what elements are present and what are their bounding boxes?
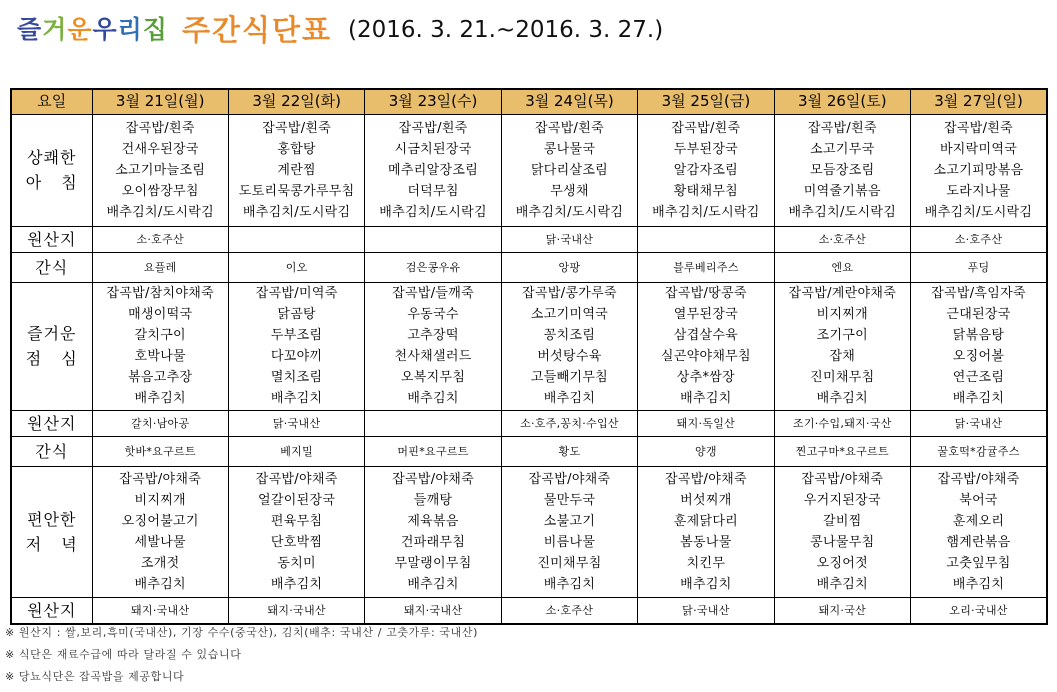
menu-item: 잡곡밥/야채죽 <box>392 471 474 487</box>
menu-item: 시금치된장국 <box>394 141 472 157</box>
menu-item: 소고기미역국 <box>530 307 609 322</box>
menu-item: 열무된장국 <box>673 307 739 322</box>
morning-snack-cell-thu: 앙팡 <box>501 252 637 282</box>
breakfast-origin-cell-fri <box>638 226 774 252</box>
menu-item: 닭다리살조림 <box>530 162 609 178</box>
lunch-origin-cell-mon: 갈치·남아공 <box>92 410 228 436</box>
menu-item: 홍합탕 <box>277 141 316 157</box>
menu-item: 콩나물국 <box>543 141 596 157</box>
menu-item: 치킨무 <box>686 555 726 571</box>
menu-item: 배추김치/도시락김 <box>242 204 351 220</box>
menu-item: 잡곡밥/흰죽 <box>944 120 1013 136</box>
breakfast-row <box>11 114 1047 226</box>
lunch-label <box>11 282 92 410</box>
afternoon-snack-cell-wed: 머핀*요구르트 <box>365 436 501 466</box>
menu-item: 소고기마늘조림 <box>115 162 206 178</box>
row-label-line: 상쾌한 <box>27 148 77 167</box>
menu-item: 잡곡밥/야채죽 <box>801 471 884 487</box>
row-label-line: 아 침 <box>25 173 78 192</box>
lunch-origin-cell-thu: 소·호주,꽁치·수입산 <box>501 410 637 436</box>
row-label-line: 편안한 <box>27 509 77 529</box>
morning-snack-cell-wed: 검은콩우유 <box>365 252 501 282</box>
row-label-line: 원산지 <box>27 229 77 249</box>
menu-item: 계란찜 <box>277 162 316 178</box>
dinner-label <box>11 466 92 597</box>
menu-item: 오징어젓 <box>816 555 869 571</box>
menu-item: 소고기피망볶음 <box>933 162 1024 178</box>
afternoon-snack-label <box>11 436 92 466</box>
menu-item: 무말랭이무침 <box>394 555 472 571</box>
dinner-origin-cell-sun: 오리·국내산 <box>911 597 1047 624</box>
dinner-cell-tue <box>228 466 364 597</box>
dinner-origin-cell-mon: 돼지·국내산 <box>92 597 228 624</box>
lunch-row <box>11 282 1047 410</box>
row-label-line: 원산지 <box>27 413 77 433</box>
dinner-cell-sat <box>774 466 910 597</box>
menu-item: 진미채무침 <box>810 370 875 385</box>
date-range: (2016. 3. 21.~2016. 3. 27.) <box>348 17 664 43</box>
note-origin: ※ 원산지 : 쌀,보리,흑미(국내산), 기장 수수(중국산), 김치(배추: 국내산 / 고춧가루: 국내산) <box>5 626 478 639</box>
lunch-origin-cell-tue: 닭·국내산 <box>228 410 364 436</box>
lunch-origin-cell-wed <box>365 410 501 436</box>
menu-item: 북어국 <box>959 492 998 508</box>
day-header-tue: 3월 22일(화) <box>228 89 364 114</box>
day-header-sun: 3월 27일(일) <box>911 89 1047 114</box>
menu-item: 배추김치 <box>680 391 732 406</box>
breakfast-cell-thu <box>501 114 637 226</box>
breakfast-label <box>11 114 92 226</box>
row-label-line: 원산지 <box>27 600 77 620</box>
menu-item: 황태채무침 <box>673 183 739 199</box>
day-header-row <box>11 89 1047 114</box>
menu-item: 잡곡밥/흰죽 <box>398 120 468 136</box>
menu-item: 잡곡밥/땅콩죽 <box>664 286 747 301</box>
menu-item: 배추김치 <box>270 576 323 592</box>
menu-item: 고들빼기무침 <box>530 370 609 385</box>
breakfast-cell-sun <box>911 114 1047 226</box>
menu-item: 잡곡밥/흰죽 <box>807 120 877 136</box>
lunch-cell-thu <box>501 282 637 410</box>
menu-item: 건파래무침 <box>400 534 466 550</box>
lunch-cell-wed <box>365 282 501 410</box>
dinner-cell-sun <box>911 466 1047 597</box>
dinner-origin-cell-wed: 돼지·국내산 <box>365 597 501 624</box>
menu-item: 미역줄기볶음 <box>803 183 881 199</box>
lunch-origin-label <box>11 410 92 436</box>
menu-item: 비지찌개 <box>134 492 186 508</box>
menu-item: 배추김치 <box>816 391 869 406</box>
menu-item: 잡곡밥/계란야채죽 <box>788 286 897 301</box>
breakfast-origin-cell-sun: 소·호주산 <box>911 226 1047 252</box>
menu-item: 잡곡밥/콩가루죽 <box>522 286 617 301</box>
weekly-menu-table <box>10 88 1048 625</box>
menu-item: 배추김치/도시락김 <box>106 204 214 220</box>
menu-item: 도토리묵콩가루무침 <box>238 183 355 199</box>
lunch-cell-sun <box>911 282 1047 410</box>
menu-item: 잡곡밥/흑임자죽 <box>931 286 1026 301</box>
menu-item: 오징어볼 <box>952 349 1005 364</box>
menu-item: 콩나물무침 <box>810 534 875 550</box>
table-head <box>11 89 1047 114</box>
dinner-origin-label <box>11 597 92 624</box>
menu-item: 닭곰탕 <box>277 307 316 322</box>
morning-snack-cell-mon: 요플레 <box>92 252 228 282</box>
menu-item: 삼겹살수육 <box>673 328 739 343</box>
menu-item: 잡곡밥/흰죽 <box>262 120 332 136</box>
morning-snack-row <box>11 252 1047 282</box>
menu-item: 잡곡밥/야채죽 <box>255 471 338 487</box>
breakfast-origin-cell-tue <box>228 226 364 252</box>
menu-item: 천사채샐러드 <box>394 349 472 364</box>
menu-item: 물만두국 <box>543 492 596 508</box>
dinner-cell-mon <box>92 466 228 597</box>
logo <box>17 10 168 50</box>
menu-item: 얼갈이된장국 <box>258 492 336 508</box>
morning-snack-cell-sat: 엔요 <box>774 252 910 282</box>
menu-item: 비지찌개 <box>816 307 869 322</box>
menu-item: 호박나물 <box>134 349 186 364</box>
menu-item: 배추김치 <box>816 576 869 592</box>
menu-item: 배추김치 <box>407 576 459 592</box>
row-label-line: 간식 <box>35 257 69 277</box>
footnotes <box>5 622 478 688</box>
menu-item: 단호박찜 <box>270 534 323 550</box>
menu-item: 배추김치 <box>270 391 323 406</box>
menu-item: 오이쌈장무침 <box>121 183 199 199</box>
menu-table-body <box>11 114 1047 624</box>
note-diabetic-menu: ※ 당뇨식단은 잡곡밥을 제공합니다 <box>5 670 185 683</box>
breakfast-origin-cell-mon: 소·호주산 <box>92 226 228 252</box>
menu-item: 배추김치 <box>680 576 732 592</box>
menu-item: 훈제닭다리 <box>673 513 739 529</box>
menu-item: 메추리알장조림 <box>388 162 479 178</box>
menu-item: 고춧잎무침 <box>946 555 1011 571</box>
menu-item: 근대된장국 <box>946 307 1011 322</box>
menu-item: 배추김치 <box>134 391 186 406</box>
day-header-fri: 3월 25일(금) <box>638 89 774 114</box>
logo-letter: 우 <box>92 15 118 44</box>
menu-item: 볶음고추장 <box>128 370 193 385</box>
menu-item: 우동국수 <box>407 307 459 322</box>
menu-item: 배추김치 <box>952 391 1005 406</box>
menu-item: 더덕무침 <box>407 183 459 199</box>
lunch-origin-cell-sat: 조기·수입,돼지·국산 <box>774 410 910 436</box>
row-label-line: 점 심 <box>25 349 78 368</box>
morning-snack-label <box>11 252 92 282</box>
menu-item: 제육볶음 <box>407 513 459 529</box>
menu-item: 배추김치/도시락김 <box>788 204 897 220</box>
menu-item: 갈치구이 <box>134 328 186 343</box>
logo-letter: 즐 <box>17 15 43 44</box>
lunch-cell-sat <box>774 282 910 410</box>
menu-item: 오복지무침 <box>400 370 466 385</box>
dinner-row <box>11 466 1047 597</box>
menu-item: 조기구이 <box>816 328 869 343</box>
menu-item: 잡곡밥/야채죽 <box>119 471 202 487</box>
logo-letter: 운 <box>67 15 93 44</box>
logo-letter: 거 <box>42 15 68 44</box>
menu-item: 버섯탕수육 <box>537 349 602 364</box>
menu-item: 배추김치/도시락김 <box>515 204 624 220</box>
menu-item: 잡곡밥/참치야채죽 <box>106 286 214 301</box>
menu-item: 진미채무침 <box>537 555 602 571</box>
lunch-cell-tue <box>228 282 364 410</box>
lunch-cell-mon <box>92 282 228 410</box>
day-header-wed: 3월 23일(수) <box>365 89 501 114</box>
menu-item: 훈제오리 <box>952 513 1005 529</box>
morning-snack-cell-sun: 푸딩 <box>911 252 1047 282</box>
dinner-origin-row <box>11 597 1047 624</box>
menu-item: 오징어불고기 <box>121 513 199 529</box>
dinner-cell-thu <box>501 466 637 597</box>
menu-item: 다꼬야끼 <box>270 349 323 364</box>
breakfast-cell-tue <box>228 114 364 226</box>
menu-item: 고추장떡 <box>407 328 459 343</box>
menu-item: 들깨탕 <box>413 492 453 508</box>
day-header-mon: 3월 21일(월) <box>92 89 228 114</box>
menu-item: 도라지나물 <box>946 183 1011 199</box>
menu-item: 매생이떡국 <box>128 307 193 322</box>
menu-item: 조개젓 <box>140 555 180 571</box>
menu-item: 멸치조림 <box>270 370 323 385</box>
note-menu-change: ※ 식단은 재료수급에 따라 달라질 수 있습니다 <box>5 648 242 661</box>
breakfast-cell-fri <box>638 114 774 226</box>
breakfast-origin-cell-thu: 닭·국내산 <box>501 226 637 252</box>
row-label-line: 저 녁 <box>25 534 78 554</box>
menu-item: 상추*쌈장 <box>676 370 736 385</box>
afternoon-snack-cell-sun: 꿀호떡*감귤주스 <box>911 436 1047 466</box>
afternoon-snack-cell-mon: 핫바*요구르트 <box>92 436 228 466</box>
page-header <box>17 10 663 50</box>
menu-item: 우거지된장국 <box>803 492 881 508</box>
menu-item: 닭볶음탕 <box>952 328 1005 343</box>
menu-item: 배추김치 <box>543 391 596 406</box>
dinner-origin-cell-sat: 돼지·국산 <box>774 597 910 624</box>
breakfast-origin-row <box>11 226 1047 252</box>
day-header-thu: 3월 24일(목) <box>501 89 637 114</box>
menu-item: 배추김치 <box>407 391 459 406</box>
afternoon-snack-cell-sat: 찐고구마*요구르트 <box>774 436 910 466</box>
afternoon-snack-cell-thu: 황도 <box>501 436 637 466</box>
menu-item: 소고기무국 <box>810 141 875 157</box>
menu-item: 비름나물 <box>543 534 596 550</box>
lunch-origin-row <box>11 410 1047 436</box>
menu-item: 실곤약야채무침 <box>660 349 751 364</box>
day-column-header: 요일 <box>11 89 92 114</box>
logo-letter: 리 <box>117 15 143 44</box>
menu-item: 배추김치 <box>543 576 596 592</box>
menu-item: 잡곡밥/야채죽 <box>528 471 611 487</box>
menu-item: 알감자조림 <box>673 162 739 178</box>
menu-item: 봄동나물 <box>680 534 732 550</box>
menu-item: 배추김치/도시락김 <box>652 204 760 220</box>
lunch-cell-fri <box>638 282 774 410</box>
menu-item: 버섯찌개 <box>680 492 732 508</box>
menu-item: 바지락미역국 <box>939 141 1018 157</box>
menu-item: 잡곡밥/야채죽 <box>937 471 1020 487</box>
afternoon-snack-row <box>11 436 1047 466</box>
menu-item: 잡곡밥/흰죽 <box>671 120 741 136</box>
logo-letter: 집 <box>142 15 168 44</box>
menu-item: 잡곡밥/흰죽 <box>125 120 195 136</box>
breakfast-cell-sat <box>774 114 910 226</box>
menu-item: 소불고기 <box>543 513 596 529</box>
breakfast-cell-wed <box>365 114 501 226</box>
menu-item: 배추김치/도시락김 <box>379 204 487 220</box>
menu-item: 햄계란볶음 <box>946 534 1011 550</box>
menu-item: 세발나물 <box>134 534 186 550</box>
menu-item: 모듬장조림 <box>810 162 875 178</box>
menu-item: 두부된장국 <box>673 141 739 157</box>
menu-item: 잡곡밥/들깨죽 <box>392 286 474 301</box>
dinner-origin-cell-thu: 소·호주산 <box>501 597 637 624</box>
menu-item: 건새우된장국 <box>121 141 199 157</box>
menu-item: 꽁치조림 <box>543 328 596 343</box>
lunch-origin-cell-sun: 닭·국내산 <box>911 410 1047 436</box>
menu-item: 편육무침 <box>270 513 323 529</box>
row-label-line: 간식 <box>35 441 69 461</box>
dinner-origin-cell-fri: 닭·국내산 <box>638 597 774 624</box>
page-title: 주간식단표 <box>181 13 333 47</box>
menu-item: 잡채 <box>829 349 856 364</box>
day-header-sat: 3월 26일(토) <box>774 89 910 114</box>
row-label-line: 즐거운 <box>27 324 77 343</box>
menu-item: 무생채 <box>550 183 589 199</box>
menu-item: 잡곡밥/야채죽 <box>664 471 747 487</box>
afternoon-snack-cell-tue: 베지밀 <box>228 436 364 466</box>
dinner-cell-wed <box>365 466 501 597</box>
menu-item: 잡곡밥/흰죽 <box>534 120 604 136</box>
breakfast-origin-cell-wed <box>365 226 501 252</box>
breakfast-origin-cell-sat: 소·호주산 <box>774 226 910 252</box>
menu-item: 배추김치 <box>952 576 1005 592</box>
dinner-origin-cell-tue: 돼지·국내산 <box>228 597 364 624</box>
afternoon-snack-cell-fri: 양갱 <box>638 436 774 466</box>
lunch-origin-cell-fri: 돼지·독일산 <box>638 410 774 436</box>
menu-item: 잡곡밥/미역죽 <box>255 286 338 301</box>
breakfast-origin-label <box>11 226 92 252</box>
menu-item: 배추김치/도시락김 <box>924 204 1033 220</box>
menu-item: 두부조림 <box>270 328 323 343</box>
morning-snack-cell-tue: 이오 <box>228 252 364 282</box>
morning-snack-cell-fri: 블루베리주스 <box>638 252 774 282</box>
breakfast-cell-mon <box>92 114 228 226</box>
menu-item: 갈비찜 <box>823 513 862 529</box>
menu-item: 배추김치 <box>134 576 186 592</box>
menu-item: 연근조림 <box>952 370 1005 385</box>
dinner-cell-fri <box>638 466 774 597</box>
menu-item: 동치미 <box>277 555 316 571</box>
